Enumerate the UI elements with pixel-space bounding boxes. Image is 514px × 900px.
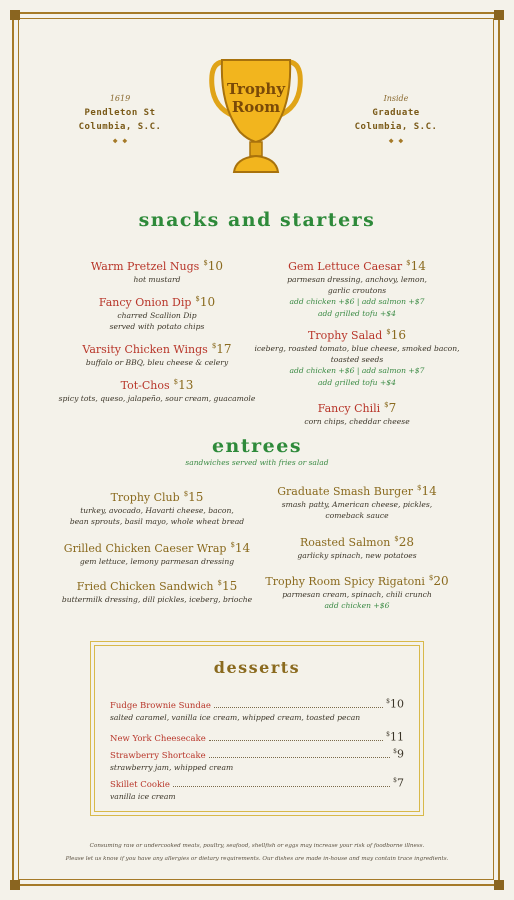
item-price: 15 — [221, 579, 238, 593]
dessert-name: New York Cheesecake — [110, 733, 206, 744]
item-description: iceberg, roasted tomato, blue cheese, smoked bacon, — [254, 344, 460, 353]
dessert-price: 10 — [390, 697, 404, 711]
menu-item — [242, 255, 472, 320]
price-symbol: $ — [386, 328, 391, 336]
ornament-dots: ◆ ◆ — [112, 136, 128, 145]
price-symbol: $ — [393, 748, 397, 755]
item-description: comeback sauce — [325, 511, 389, 520]
section-title-entrees: entrees — [211, 435, 303, 457]
price-symbol: $ — [173, 378, 179, 386]
item-price: 17 — [216, 342, 232, 356]
item-price: 15 — [188, 490, 204, 504]
menu-item — [242, 397, 472, 427]
corner-ornament — [10, 10, 20, 20]
menu-item — [42, 537, 272, 567]
dessert-description: salted caramel, vanilla ice cream, whipped cream, toasted pecan — [110, 712, 361, 722]
dessert-item — [110, 775, 404, 802]
item-description: charred Scallion Dip — [117, 311, 197, 320]
dessert-item — [110, 729, 404, 745]
price-symbol: $ — [211, 342, 217, 350]
item-price: 7 — [388, 401, 397, 415]
price-symbol: $ — [217, 579, 222, 587]
address-inside: Inside — [383, 94, 409, 103]
item-description: parmesan cream, spinach, chili crunch — [282, 590, 432, 599]
item-addon: add grilled tofu +$4 — [318, 309, 396, 318]
dot-leader — [214, 707, 383, 708]
price-symbol: $ — [406, 259, 411, 267]
item-name: Grilled Chicken Caeser Wrap — [63, 542, 227, 555]
item-price: 16 — [390, 328, 407, 342]
item-price: 14 — [234, 541, 251, 555]
dot-leader — [209, 740, 383, 741]
item-addon: add chicken +$6 | add salmon +$7 — [289, 297, 425, 306]
footer-disclaimer: Consuming raw or undercooked meats, poultry, seafood, shellfish or eggs may increase your risk of foodborne illness. — [89, 843, 425, 849]
address-venue: Graduate — [372, 108, 420, 118]
item-addon: add chicken +$6 | add salmon +$7 — [289, 366, 425, 375]
menu-item — [42, 575, 272, 605]
menu-item — [42, 486, 272, 527]
item-name: Gem Lettuce Caesar — [288, 260, 403, 273]
dessert-item — [110, 746, 404, 773]
item-description: gem lettuce, lemony parmesan dressing — [79, 557, 235, 566]
address-city: Columbia, S.C. — [78, 122, 162, 132]
address-right — [336, 92, 456, 148]
address-street: Pendleton St — [84, 108, 156, 118]
price-symbol: $ — [394, 535, 399, 543]
item-description: spicy tots, queso, jalapeño, sour cream, guacamole — [58, 394, 256, 403]
item-name: Graduate Smash Burger — [277, 485, 413, 498]
menu-item — [42, 374, 272, 404]
item-name: Fancy Onion Dip — [98, 296, 192, 309]
item-description: bean sprouts, basil mayo, whole wheat bread — [69, 517, 245, 526]
item-description: served with potato chips — [109, 322, 205, 331]
trophy-icon — [208, 56, 304, 178]
logo-word-room: Room — [231, 98, 281, 116]
item-description: smash patty, American cheese, pickles, — [281, 500, 433, 509]
section-title-snacks: snacks and starters — [138, 209, 376, 231]
footer-allergy-note: Please let us know if you have any allergies or dietary requirements. Our dishes are made in-house and may contain trace ingredients. — [65, 856, 449, 862]
price-symbol: $ — [230, 541, 235, 549]
item-name: Trophy Room Spicy Rigatoni — [265, 575, 425, 588]
price-symbol: $ — [416, 484, 422, 492]
price-symbol: $ — [386, 731, 390, 738]
dessert-price: 11 — [390, 730, 404, 744]
item-name: Varsity Chicken Wings — [82, 343, 208, 356]
section-title-desserts: desserts — [213, 658, 301, 677]
item-addon: add grilled tofu +$4 — [318, 378, 396, 387]
item-description: parmesan dressing, anchovy, lemon, — [287, 275, 427, 284]
dessert-name: Skillet Cookie — [110, 779, 170, 790]
price-symbol: $ — [393, 777, 397, 784]
dessert-name: Strawberry Shortcake — [110, 750, 206, 761]
item-description: corn chips, cheddar cheese — [304, 417, 410, 426]
price-symbol: $ — [386, 698, 390, 705]
price-symbol: $ — [384, 401, 389, 409]
item-name: Tot-Chos — [120, 379, 170, 392]
menu-item — [242, 570, 472, 612]
corner-ornament — [494, 10, 504, 20]
logo-word-trophy: Trophy — [226, 80, 286, 98]
item-name: Roasted Salmon — [299, 536, 391, 549]
address-city: Columbia, S.C. — [354, 122, 438, 132]
price-symbol: $ — [203, 259, 208, 267]
address-left — [60, 92, 180, 148]
corner-ornament — [494, 880, 504, 890]
item-description: buffalo or BBQ, bleu cheese & celery — [85, 358, 229, 367]
menu-item — [242, 531, 472, 561]
dot-leader — [209, 757, 391, 758]
item-price: 28 — [398, 535, 415, 549]
menu-item — [242, 324, 472, 389]
item-name: Fried Chicken Sandwich — [76, 580, 214, 593]
item-price: 10 — [207, 259, 224, 273]
item-description: toasted seeds — [330, 355, 384, 364]
item-description: garlicky spinach, new potatoes — [297, 551, 417, 560]
item-description: buttermilk dressing, dill pickles, iceberg, brioche — [61, 595, 253, 604]
item-price: 14 — [410, 259, 426, 273]
price-symbol: $ — [183, 490, 189, 498]
ornament-dots: ◆ ◆ — [388, 136, 404, 145]
menu-item — [242, 480, 472, 521]
dessert-name: Fudge Brownie Sundae — [110, 700, 211, 711]
item-addon: add chicken +$6 — [324, 601, 390, 610]
item-name: Trophy Salad — [307, 329, 383, 342]
dessert-description: vanilla ice cream — [110, 791, 176, 801]
menu-item — [42, 338, 272, 368]
item-name: Trophy Club — [110, 491, 180, 504]
item-price: 10 — [199, 295, 216, 309]
dessert-price: 7 — [397, 776, 404, 790]
item-description: hot mustard — [133, 275, 181, 284]
item-name: Fancy Chili — [317, 402, 381, 415]
dessert-description: strawberry jam, whipped cream — [110, 762, 234, 772]
dot-leader — [173, 786, 390, 787]
price-symbol: $ — [195, 295, 200, 303]
item-price: 13 — [178, 378, 194, 392]
item-price: 20 — [433, 574, 449, 588]
menu-item — [42, 255, 272, 285]
address-number: 1619 — [109, 94, 131, 103]
item-name: Warm Pretzel Nugs — [90, 260, 200, 273]
item-price: 14 — [421, 484, 437, 498]
dessert-price: 9 — [397, 747, 404, 761]
menu-item — [42, 291, 272, 332]
dessert-item — [110, 696, 404, 723]
price-symbol: $ — [428, 574, 434, 582]
item-description: garlic croutons — [327, 286, 387, 295]
section-subtitle-entrees: sandwiches served with fries or salad — [185, 458, 329, 467]
item-description: turkey, avocado, Havarti cheese, bacon, — [80, 506, 234, 515]
corner-ornament — [10, 880, 20, 890]
